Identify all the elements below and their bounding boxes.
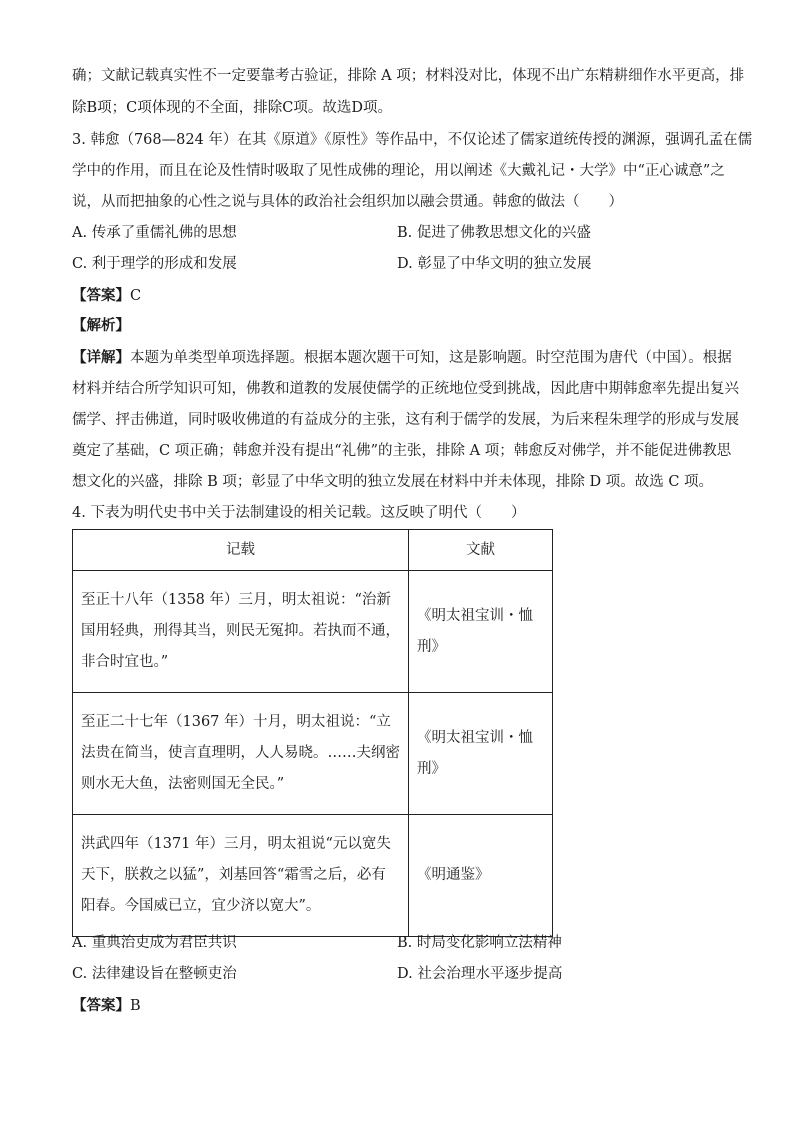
q4-records-table	[72, 529, 553, 937]
table-cell-record	[73, 571, 409, 693]
q3-answer-label: 【答案】	[72, 287, 130, 304]
table-cell-source: 《明太祖宝训・恤刑》	[409, 571, 553, 693]
q3-option-b: B. 促进了佛教思想文化的兴盛	[397, 225, 591, 241]
q3-detail-label: 【详解】	[72, 349, 130, 366]
q3-detail-line-2: 材料并结合所学知识可知，佛教和道教的发展使儒学的正统地位受到挑战，因此唐中期韩愈率先提出复兴	[72, 381, 739, 397]
table-row	[73, 815, 553, 937]
q3-option-a: A. 传承了重儒礼佛的思想	[72, 225, 237, 241]
q3-stem-line-1: 3. 韩愈（768—824 年）在其《原道》《原性》等作品中，不仅论述了儒家道统传授的渊源，强调孔孟在儒	[72, 132, 753, 148]
table-cell-record	[73, 815, 409, 937]
q3-detail-line-3: 儒学、抨击佛道，同时吸收佛道的有益成分的主张，这有利于儒学的发展，为后来程朱理学的形成与发展	[72, 412, 739, 428]
q3-answer	[72, 286, 141, 306]
table-row	[73, 571, 553, 693]
record-line: 天下，朕救之以猛”，刘基回答“霜雪之后，必有	[81, 867, 386, 883]
q4-option-a: A. 重典治吏成为君臣共识	[72, 935, 237, 951]
record-line: 至正二十七年（1367 年）十月，明太祖说：“立	[81, 714, 391, 730]
q3-detail-text-1: 本题为单类型单项选择题。根据本题次题干可知，这是影响题。时空范围为唐代（中国）。根据	[130, 350, 732, 366]
intro-line-1: 确；文献记载真实性不一定要靠考古验证，排除 A 项；材料没对比，体现不出广东精耕细作水平更高，排	[72, 68, 745, 84]
table-cell-source: 《明通鉴》	[409, 815, 553, 937]
record-line: 至正十八年（1358 年）三月，明太祖说：“治新	[81, 592, 391, 608]
q4-answer-value: B	[130, 998, 141, 1014]
q4-stem: 4. 下表为明代史书中关于法制建设的相关记载。这反映了明代（ ）	[72, 505, 526, 521]
table-header-record: 记载	[73, 530, 409, 571]
record-line: 阳春。今国威已立，宜少济以宽大”。	[81, 898, 321, 914]
q4-option-c: C. 法律建设旨在整顿吏治	[72, 966, 237, 982]
record-line: 非合时宜也。”	[81, 654, 169, 670]
q3-option-d: D. 彰显了中华文明的独立发展	[397, 256, 592, 272]
q4-option-b: B. 时局变化影响立法精神	[397, 935, 562, 951]
q3-detail-line-4: 奠定了基础，C 项正确；韩愈并没有提出“礼佛”的主张，排除 A 项；韩愈反对佛学，并不能促进佛教思	[72, 443, 732, 459]
record-line: 法贵在简当，使言直理明，人人易晓。……夫纲密	[81, 745, 400, 761]
table-cell-record	[73, 693, 409, 815]
q3-analysis-label-text: 【解析】	[72, 317, 130, 334]
table-header-row	[73, 530, 553, 571]
q3-stem-line-2: 学中的作用，而且在论及性情时吸取了见性成佛的理论，用以阐述《大戴礼记・大学》中“正心诚意”之	[72, 163, 725, 179]
q3-answer-value: C	[130, 288, 142, 304]
q3-detail-line-1	[72, 348, 732, 368]
q4-answer	[72, 996, 141, 1016]
record-line: 洪武四年（1371 年）三月，明太祖说“元以宽失	[81, 836, 391, 852]
q3-analysis-label	[72, 316, 130, 336]
q3-stem-line-3: 说，从而把抽象的心性之说与具体的政治社会组织加以融会贯通。韩愈的做法（ ）	[72, 194, 623, 210]
record-line: 则水无大鱼，法密则国无全民。”	[81, 776, 285, 792]
q3-detail-line-5: 想文化的兴盛，排除 B 项；彰显了中华文明的独立发展在材料中并未体现，排除 D 项。故选 C 项。	[72, 474, 714, 490]
intro-line-2: 除B项；C项体现的不全面，排除C项。故选D项。	[72, 100, 392, 116]
q3-option-c: C. 利于理学的形成和发展	[72, 256, 237, 272]
q4-answer-label: 【答案】	[72, 997, 130, 1014]
record-line: 国用轻典，刑得其当，则民无冤抑。若执而不通，	[81, 623, 400, 639]
table-row	[73, 693, 553, 815]
q4-option-d: D. 社会治理水平逐步提高	[397, 966, 563, 982]
table-header-source: 文献	[409, 530, 553, 571]
table-cell-source: 《明太祖宝训・恤刑》	[409, 693, 553, 815]
